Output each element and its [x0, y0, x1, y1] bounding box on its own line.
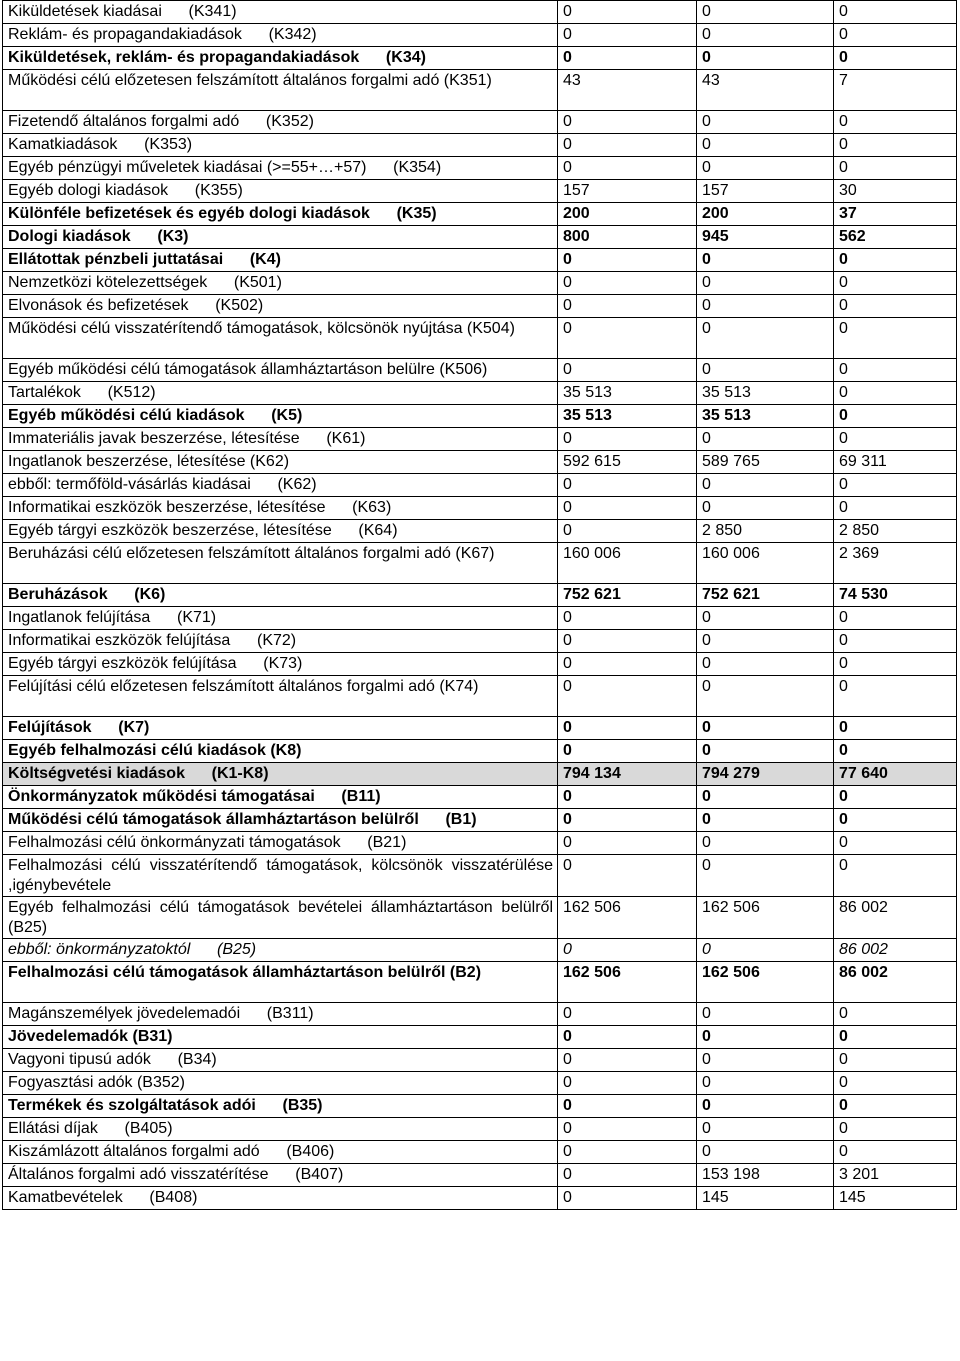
- row-label: Egyéb pénzügyi műveletek kiadásai (>=55+…+57) (K354): [3, 157, 558, 180]
- value-col-2: 0: [697, 855, 834, 897]
- value-col-3: 0: [834, 1003, 957, 1026]
- row-label: Immateriális javak beszerzése, létesítése (K61): [3, 428, 558, 451]
- value-col-3: 0: [834, 249, 957, 272]
- value-col-2: 0: [697, 1, 834, 24]
- value-col-3: 0: [834, 740, 957, 763]
- value-col-2: 0: [697, 939, 834, 962]
- table-row: [3, 1164, 957, 1187]
- value-col-1: 0: [558, 47, 697, 70]
- table-row: [3, 1049, 957, 1072]
- value-col-3: 30: [834, 180, 957, 203]
- row-label: Kiküldetések, reklám- és propagandakiadások (K34): [3, 47, 558, 70]
- value-col-2: 2 850: [697, 520, 834, 543]
- value-col-1: 0: [558, 157, 697, 180]
- table-row: [3, 111, 957, 134]
- table-row: [3, 157, 957, 180]
- value-col-1: 0: [558, 717, 697, 740]
- row-label: Egyéb dologi kiadások (K355): [3, 180, 558, 203]
- value-col-2: 0: [697, 24, 834, 47]
- value-col-1: 0: [558, 855, 697, 897]
- value-col-3: 2 850: [834, 520, 957, 543]
- value-col-2: 0: [697, 832, 834, 855]
- value-col-3: 0: [834, 607, 957, 630]
- table-row: [3, 180, 957, 203]
- row-label: Kamatkiadások (K353): [3, 134, 558, 157]
- value-col-2: 200: [697, 203, 834, 226]
- value-col-1: 0: [558, 1187, 697, 1210]
- row-label: Felhalmozási célú visszatérítendő támogatások, kölcsönök visszatérülése ,igénybevétele: [3, 855, 558, 897]
- value-col-3: 0: [834, 786, 957, 809]
- value-col-2: 0: [697, 607, 834, 630]
- table-row: [3, 676, 957, 717]
- value-col-3: 0: [834, 24, 957, 47]
- row-label: Felújítások (K7): [3, 717, 558, 740]
- value-col-2: 0: [697, 1141, 834, 1164]
- value-col-2: 162 506: [697, 962, 834, 1003]
- table-row: [3, 1, 957, 24]
- value-col-3: 145: [834, 1187, 957, 1210]
- value-col-3: 0: [834, 1141, 957, 1164]
- table-row: [3, 607, 957, 630]
- value-col-3: 0: [834, 405, 957, 428]
- table-row: [3, 630, 957, 653]
- row-label: Egyéb felhalmozási célú támogatások bevételei államháztartáson belülről (B25): [3, 897, 558, 939]
- table-row: [3, 939, 957, 962]
- value-col-3: 37: [834, 203, 957, 226]
- value-col-2: 752 621: [697, 584, 834, 607]
- value-col-2: 589 765: [697, 451, 834, 474]
- value-col-1: 0: [558, 1072, 697, 1095]
- value-col-2: 0: [697, 428, 834, 451]
- value-col-1: 200: [558, 203, 697, 226]
- table-row: [3, 584, 957, 607]
- value-col-2: 0: [697, 676, 834, 717]
- row-label: Dologi kiadások (K3): [3, 226, 558, 249]
- row-label: Felhalmozási célú támogatások államháztartáson belülről (B2): [3, 962, 558, 1003]
- table-row: [3, 1118, 957, 1141]
- value-col-2: 0: [697, 157, 834, 180]
- value-col-1: 43: [558, 70, 697, 111]
- value-col-2: 0: [697, 111, 834, 134]
- value-col-2: 794 279: [697, 763, 834, 786]
- row-label: Fizetendő általános forgalmi adó (K352): [3, 111, 558, 134]
- value-col-3: 0: [834, 134, 957, 157]
- value-col-1: 0: [558, 520, 697, 543]
- value-col-1: 0: [558, 1095, 697, 1118]
- value-col-3: 0: [834, 359, 957, 382]
- table-row: [3, 543, 957, 584]
- value-col-1: 160 006: [558, 543, 697, 584]
- value-col-1: 0: [558, 1003, 697, 1026]
- table-row: [3, 382, 957, 405]
- value-col-1: 0: [558, 428, 697, 451]
- value-col-3: 0: [834, 1118, 957, 1141]
- value-col-1: 0: [558, 786, 697, 809]
- value-col-2: 0: [697, 1026, 834, 1049]
- value-col-1: 35 513: [558, 405, 697, 428]
- row-label: Beruházási célú előzetesen felszámított általános forgalmi adó (K67): [3, 543, 558, 584]
- value-col-3: 0: [834, 318, 957, 359]
- value-col-2: 945: [697, 226, 834, 249]
- value-col-1: 592 615: [558, 451, 697, 474]
- value-col-1: 0: [558, 1026, 697, 1049]
- value-col-2: 157: [697, 180, 834, 203]
- value-col-2: 0: [697, 1095, 834, 1118]
- value-col-3: 0: [834, 630, 957, 653]
- value-col-1: 0: [558, 318, 697, 359]
- value-col-3: 0: [834, 157, 957, 180]
- value-col-2: 0: [697, 809, 834, 832]
- table-row: [3, 809, 957, 832]
- row-label: Ellátottak pénzbeli juttatásai (K4): [3, 249, 558, 272]
- value-col-3: 0: [834, 474, 957, 497]
- value-col-3: 69 311: [834, 451, 957, 474]
- row-label: Kiküldetések kiadásai (K341): [3, 1, 558, 24]
- table-row: [3, 520, 957, 543]
- value-col-3: 0: [834, 111, 957, 134]
- row-label: Kamatbevételek (B408): [3, 1187, 558, 1210]
- value-col-3: 77 640: [834, 763, 957, 786]
- value-col-1: 0: [558, 1049, 697, 1072]
- table-row: [3, 249, 957, 272]
- value-col-1: 162 506: [558, 897, 697, 939]
- table-row: [3, 428, 957, 451]
- row-label: Egyéb felhalmozási célú kiadások (K8): [3, 740, 558, 763]
- table-row: [3, 1187, 957, 1210]
- value-col-3: 0: [834, 47, 957, 70]
- row-label: Ingatlanok felújítása (K71): [3, 607, 558, 630]
- value-col-1: 0: [558, 295, 697, 318]
- value-col-2: 0: [697, 786, 834, 809]
- row-label: Kiszámlázott általános forgalmi adó (B406): [3, 1141, 558, 1164]
- value-col-1: 0: [558, 653, 697, 676]
- value-col-3: 0: [834, 676, 957, 717]
- value-col-2: 0: [697, 295, 834, 318]
- value-col-2: 0: [697, 497, 834, 520]
- table-row: [3, 832, 957, 855]
- value-col-1: 0: [558, 24, 697, 47]
- table-row: [3, 295, 957, 318]
- value-col-3: 0: [834, 717, 957, 740]
- table-row: [3, 1141, 957, 1164]
- row-label: ebből: önkormányzatoktól (B25): [3, 939, 558, 962]
- value-col-2: 0: [697, 717, 834, 740]
- row-label: Önkormányzatok működési támogatásai (B11): [3, 786, 558, 809]
- value-col-2: 35 513: [697, 382, 834, 405]
- table-row: [3, 497, 957, 520]
- table-row: [3, 405, 957, 428]
- value-col-3: 86 002: [834, 939, 957, 962]
- value-col-2: 0: [697, 653, 834, 676]
- table-row: [3, 47, 957, 70]
- row-label: ebből: termőföld-vásárlás kiadásai (K62): [3, 474, 558, 497]
- row-label: Költségvetési kiadások (K1-K8): [3, 763, 558, 786]
- value-col-3: 0: [834, 1072, 957, 1095]
- value-col-3: 0: [834, 855, 957, 897]
- row-label: Termékek és szolgáltatások adói (B35): [3, 1095, 558, 1118]
- value-col-1: 0: [558, 1164, 697, 1187]
- table-row: [3, 653, 957, 676]
- value-col-3: 0: [834, 428, 957, 451]
- budget-table-body: [3, 1, 957, 1210]
- row-label: Egyéb tárgyi eszközök beszerzése, létesítése (K64): [3, 520, 558, 543]
- value-col-2: 145: [697, 1187, 834, 1210]
- value-col-2: 0: [697, 359, 834, 382]
- value-col-1: 0: [558, 740, 697, 763]
- value-col-3: 7: [834, 70, 957, 111]
- value-col-1: 0: [558, 249, 697, 272]
- row-label: Működési célú előzetesen felszámított általános forgalmi adó (K351): [3, 70, 558, 111]
- value-col-1: 35 513: [558, 382, 697, 405]
- value-col-1: 0: [558, 607, 697, 630]
- value-col-3: 2 369: [834, 543, 957, 584]
- row-label: Informatikai eszközök beszerzése, létesítése (K63): [3, 497, 558, 520]
- value-col-2: 35 513: [697, 405, 834, 428]
- value-col-3: 86 002: [834, 897, 957, 939]
- row-label: Felhalmozási célú önkormányzati támogatások (B21): [3, 832, 558, 855]
- table-row: [3, 203, 957, 226]
- value-col-3: 0: [834, 1026, 957, 1049]
- value-col-1: 0: [558, 1141, 697, 1164]
- value-col-1: 0: [558, 474, 697, 497]
- value-col-2: 0: [697, 630, 834, 653]
- value-col-1: 0: [558, 1, 697, 24]
- value-col-3: 0: [834, 1049, 957, 1072]
- value-col-2: 0: [697, 474, 834, 497]
- value-col-2: 0: [697, 272, 834, 295]
- table-row: [3, 1095, 957, 1118]
- row-label: Reklám- és propagandakiadások (K342): [3, 24, 558, 47]
- table-row: [3, 451, 957, 474]
- value-col-2: 153 198: [697, 1164, 834, 1187]
- value-col-3: 86 002: [834, 962, 957, 1003]
- table-row: [3, 962, 957, 1003]
- table-row: [3, 24, 957, 47]
- value-col-1: 0: [558, 497, 697, 520]
- table-row: [3, 763, 957, 786]
- value-col-1: 794 134: [558, 763, 697, 786]
- value-col-1: 162 506: [558, 962, 697, 1003]
- row-label: Különféle befizetések és egyéb dologi kiadások (K35): [3, 203, 558, 226]
- row-label: Jövedelemadók (B31): [3, 1026, 558, 1049]
- row-label: Felújítási célú előzetesen felszámított általános forgalmi adó (K74): [3, 676, 558, 717]
- value-col-1: 0: [558, 272, 697, 295]
- value-col-3: 0: [834, 809, 957, 832]
- value-col-2: 0: [697, 134, 834, 157]
- value-col-1: 752 621: [558, 584, 697, 607]
- value-col-2: 43: [697, 70, 834, 111]
- value-col-1: 0: [558, 939, 697, 962]
- table-row: [3, 134, 957, 157]
- value-col-2: 0: [697, 1049, 834, 1072]
- table-row: [3, 359, 957, 382]
- value-col-2: 0: [697, 1118, 834, 1141]
- value-col-3: 562: [834, 226, 957, 249]
- value-col-2: 0: [697, 318, 834, 359]
- row-label: Elvonások és befizetések (K502): [3, 295, 558, 318]
- table-row: [3, 474, 957, 497]
- value-col-3: 0: [834, 382, 957, 405]
- value-col-1: 0: [558, 359, 697, 382]
- table-row: [3, 272, 957, 295]
- value-col-2: 0: [697, 740, 834, 763]
- value-col-2: 0: [697, 1072, 834, 1095]
- value-col-2: 0: [697, 1003, 834, 1026]
- value-col-3: 0: [834, 272, 957, 295]
- row-label: Ingatlanok beszerzése, létesítése (K62): [3, 451, 558, 474]
- row-label: Beruházások (K6): [3, 584, 558, 607]
- value-col-1: 0: [558, 809, 697, 832]
- row-label: Általános forgalmi adó visszatérítése (B407): [3, 1164, 558, 1187]
- row-label: Informatikai eszközök felújítása (K72): [3, 630, 558, 653]
- value-col-2: 0: [697, 249, 834, 272]
- value-col-3: 0: [834, 832, 957, 855]
- table-row: [3, 897, 957, 939]
- row-label: Egyéb működési célú kiadások (K5): [3, 405, 558, 428]
- value-col-1: 0: [558, 630, 697, 653]
- row-label: Működési célú visszatérítendő támogatások, kölcsönök nyújtása (K504): [3, 318, 558, 359]
- row-label: Fogyasztási adók (B352): [3, 1072, 558, 1095]
- table-row: [3, 855, 957, 897]
- table-row: [3, 786, 957, 809]
- row-label: Vagyoni tipusú adók (B34): [3, 1049, 558, 1072]
- value-col-3: 0: [834, 497, 957, 520]
- value-col-2: 160 006: [697, 543, 834, 584]
- budget-table: [2, 0, 957, 1210]
- value-col-1: 0: [558, 1118, 697, 1141]
- table-row: [3, 318, 957, 359]
- row-label: Tartalékok (K512): [3, 382, 558, 405]
- value-col-1: 800: [558, 226, 697, 249]
- value-col-3: 0: [834, 295, 957, 318]
- table-row: [3, 740, 957, 763]
- value-col-3: 0: [834, 653, 957, 676]
- row-label: Ellátási díjak (B405): [3, 1118, 558, 1141]
- value-col-3: 0: [834, 1095, 957, 1118]
- value-col-1: 0: [558, 134, 697, 157]
- value-col-1: 157: [558, 180, 697, 203]
- value-col-1: 0: [558, 832, 697, 855]
- row-label: Egyéb tárgyi eszközök felújítása (K73): [3, 653, 558, 676]
- row-label: Nemzetközi kötelezettségek (K501): [3, 272, 558, 295]
- value-col-3: 3 201: [834, 1164, 957, 1187]
- value-col-2: 162 506: [697, 897, 834, 939]
- row-label: Egyéb működési célú támogatások államháztartáson belülre (K506): [3, 359, 558, 382]
- row-label: Magánszemélyek jövedelemadói (B311): [3, 1003, 558, 1026]
- value-col-3: 74 530: [834, 584, 957, 607]
- table-row: [3, 70, 957, 111]
- table-row: [3, 1026, 957, 1049]
- value-col-3: 0: [834, 1, 957, 24]
- row-label: Működési célú támogatások államháztartáson belülről (B1): [3, 809, 558, 832]
- table-row: [3, 717, 957, 740]
- value-col-2: 0: [697, 47, 834, 70]
- table-row: [3, 1003, 957, 1026]
- table-row: [3, 226, 957, 249]
- value-col-1: 0: [558, 676, 697, 717]
- value-col-1: 0: [558, 111, 697, 134]
- table-row: [3, 1072, 957, 1095]
